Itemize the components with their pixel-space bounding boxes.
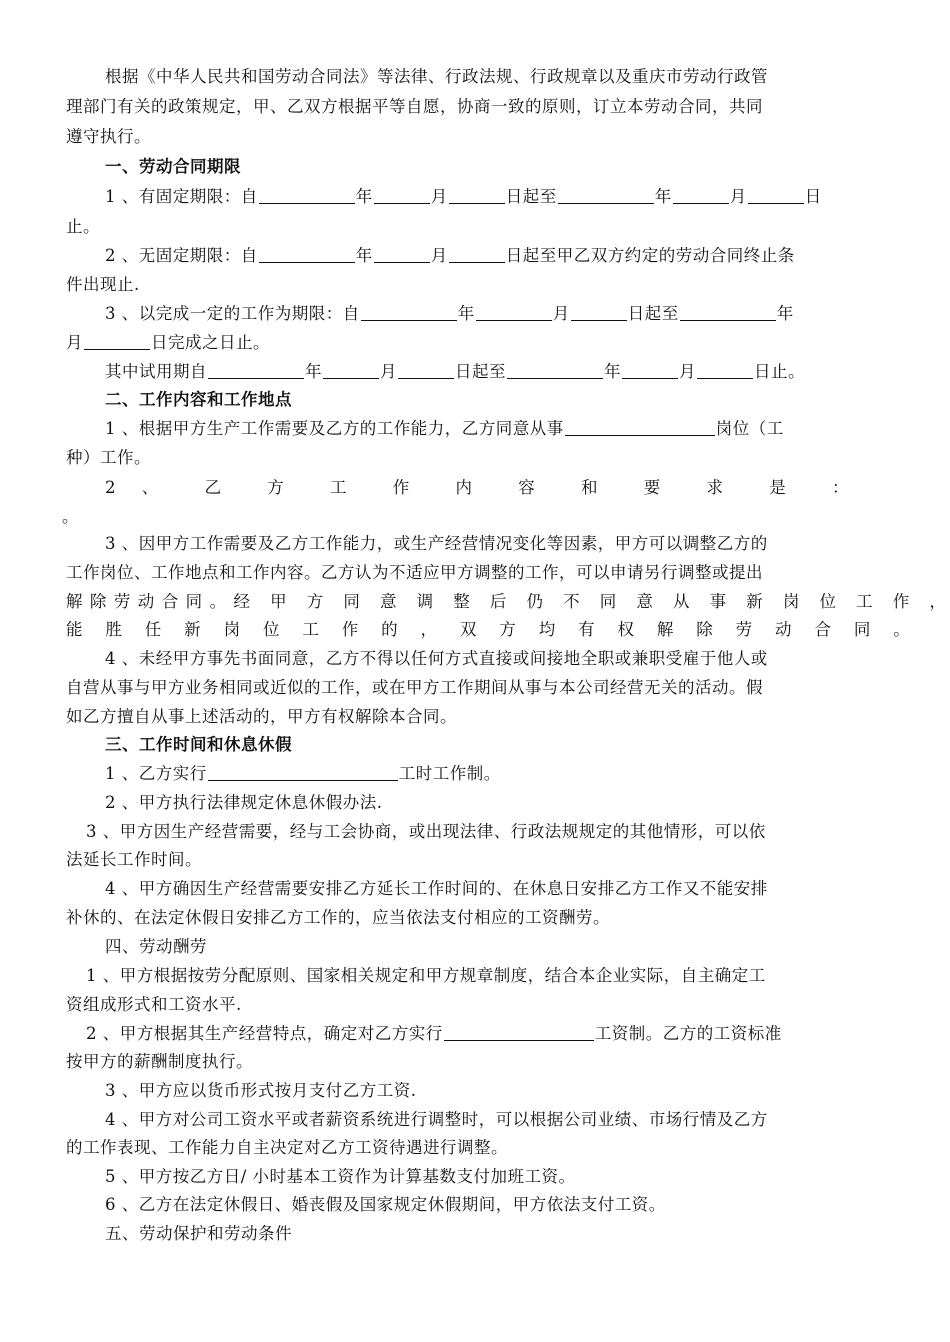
day-from-label: 日起至 [505,187,557,206]
intro-line-3: 遵守执行。 [66,127,151,146]
s3-item-3-line-1: 3 、甲方因生产经营需要，经与工会协商，或出现法律、行政法规规定的其他情形，可以依 [86,822,766,841]
blank-month [476,304,552,321]
spaced-char: 容 [518,478,556,497]
spaced-char: 权 [617,620,643,639]
s4-item-2-text: 工资制。乙方的工资标准 [594,1024,782,1043]
day-label: 日 [804,187,822,206]
spaced-char: 新 [184,620,210,639]
day-from-label: 日起至 [627,304,679,323]
blank-day [449,246,505,263]
s3-item-1 [105,763,897,785]
probation-label: 其中试用期自 [105,362,207,381]
s2-item-3-line-2: 工作岗位、工作地点和工作内容。乙方认为不适应甲方调整的工作，可以申请另行调整或提出 [66,563,763,582]
spaced-char: 作 [892,592,917,611]
spaced-char: 能 [66,620,92,639]
spaced-char: 要 [643,478,681,497]
blank-wage-system [444,1024,594,1041]
spaced-char: 作 [392,478,430,497]
spaced-char: 合 [814,620,840,639]
spaced-char: 工 [856,592,881,611]
s3-item-1-label: 1 、乙方实行 [105,764,207,783]
s1-item-2-text: 日起至甲乙双方约定的劳动合同终止条 [505,246,795,265]
s3-item-4-line-1: 4 、甲方确因生产经营需要安排乙方延长工作时间的、在休息日安排乙方工作又不能安排 [105,879,768,898]
s2-item-1-label: 1 、根据甲方生产工作需要及乙方的工作能力，乙方同意从事 [105,419,564,438]
blank-year [680,304,776,321]
s1-item-1-label: 1 、有固定期限：自 [105,187,258,206]
spaced-char: 事 [709,592,734,611]
s2-item-3-line-4 [66,619,910,641]
blank-day [84,333,150,350]
blank-year [361,304,457,321]
section-3-heading: 三、工作时间和休息休假 [105,735,292,754]
spaced-char: ， [929,592,946,611]
s3-item-3-line-2: 法延长工作时间。 [66,850,202,869]
spaced-char: 任 [144,620,171,639]
spaced-char: 2 [105,478,116,497]
spaced-char: 位 [262,620,289,639]
month-label: 月 [679,362,696,381]
day-stop-label: 日止。 [754,362,805,381]
spaced-char: 同 [853,620,880,639]
s1-item-3-label: 3 、以完成一定的工作为期限：自 [105,304,360,323]
spaced-char: 岗 [223,620,249,639]
s4-item-5: 5 、甲方按乙方日/ 小时基本工资作为计算基数支付加班工资。 [105,1167,576,1186]
blank-month [323,362,379,379]
spaced-char: ： [832,478,849,497]
month-label: 月 [729,187,747,206]
blank-year [507,362,603,379]
blank-month [673,187,729,204]
spaced-char: 。 [893,620,910,639]
blank-year [259,246,355,263]
spaced-char: 甲 [270,592,295,611]
blank-month [374,246,430,263]
spaced-char: 同 [599,592,624,611]
s1-item-3-cont [66,332,858,354]
spaced-char: 动 [775,620,801,639]
s1-item-2-label: 2 、无固定期限：自 [105,246,258,265]
blank-day [571,304,627,321]
spaced-char: 意 [380,592,404,611]
blank-day [398,362,454,379]
year-label: 年 [305,362,322,381]
spaced-char: 方 [499,620,525,639]
spaced-char: 双 [459,620,486,639]
spaced-prefix: 解除劳动合同。经 [66,592,258,611]
spaced-char: 、 [141,478,179,497]
spaced-char: 新 [746,592,771,611]
spaced-char: 后 [489,592,514,611]
spaced-char: 同 [343,592,368,611]
spaced-char: 是 [769,478,807,497]
spaced-char: 不 [563,592,588,611]
blank-year [208,362,304,379]
s3-item-4-line-2: 补休的、在法定休假日安排乙方工作的，应当依法支付相应的工资酬劳。 [66,908,610,927]
year-label: 年 [776,304,794,323]
s4-item-1-line-2: 资组成形式和工资水平. [66,995,242,1014]
day-from-label: 日起至 [455,362,506,381]
spaced-char: 方 [267,478,305,497]
section-1-heading: 一、劳动合同期限 [105,157,241,176]
s4-item-2-line-2: 按甲方的薪酬制度执行。 [66,1052,253,1071]
spaced-char: 整 [453,592,478,611]
blank-year [558,187,654,204]
s4-item-2-line-1 [86,1023,878,1045]
s4-item-3: 3 、甲方应以货币形式按月支付乙方工资. [105,1081,417,1100]
s4-item-4-line-2: 的工作表现、工作能力自主决定对乙方工资待遇进行调整。 [66,1138,508,1157]
blank-day [697,362,753,379]
spaced-char: 工 [302,620,328,639]
spaced-char: 乙 [204,478,242,497]
s4-item-2-label: 2 、甲方根据其生产经营特点，确定对乙方实行 [86,1024,443,1043]
year-label: 年 [457,304,475,323]
month-label: 月 [430,246,448,265]
spaced-char: 仍 [526,592,551,611]
s4-item-6: 6 、乙方在法定休假日、婚丧假及国家规定休假期间，甲方依法支付工资。 [105,1195,666,1214]
spaced-char: 内 [455,478,493,497]
blank-position [565,419,715,436]
month-label: 月 [380,362,397,381]
s2-item-3-line-3 [66,591,946,613]
s2-item-2-end: 。 [62,507,79,526]
s3-item-2: 2 、甲方执行法律规定休息休假办法. [105,793,383,812]
intro-line-1: 根据《中华人民共和国劳动合同法》等法律、行政法规、行政规章以及重庆市劳动行政管 [105,67,768,86]
year-label: 年 [604,362,621,381]
s2-item-1-text: 岗位（工 [715,419,784,438]
spaced-char: 解 [656,620,683,639]
s1-item-2-cont: 件出现止. [66,275,140,294]
blank-day [449,187,505,204]
blank-day [748,187,804,204]
s3-item-1-text: 工时工作制。 [398,764,501,783]
spaced-char: 岗 [782,592,807,611]
section-4-heading: 四、劳动酬劳 [105,937,207,956]
spaced-char: 的 [381,620,407,639]
month-label: 月 [430,187,448,206]
s2-item-4-line-3: 如乙方擅自从事上述活动的，甲方有权解除本合同。 [66,707,457,726]
month-label: 月 [552,304,570,323]
spaced-char: ， [420,620,446,639]
intro-line-2: 理部门有关的政策规定，甲、乙双方根据平等自愿，协商一致的原则，订立本劳动合同，共同 [66,97,763,116]
spaced-char: 工 [330,478,367,497]
spaced-char: 有 [578,620,604,639]
s2-item-2 [105,477,849,499]
s2-item-4-line-1: 4 、未经甲方事先书面同意，乙方不得以任何方式直接或间接地全职或兼职受雇于他人或 [105,649,768,668]
s1-item-3 [105,303,897,325]
spaced-char: 均 [538,620,565,639]
s2-item-1 [105,418,897,440]
spaced-char: 从 [673,592,697,611]
s1-item-3-text: 日完成之日止。 [151,333,270,352]
spaced-char: 求 [706,478,744,497]
s1-item-1-cont: 止。 [66,217,100,236]
blank-year [259,187,355,204]
year-label: 年 [355,246,373,265]
spaced-char: 位 [819,592,844,611]
s2-item-1-cont: 种）工作。 [66,448,151,467]
s4-item-4-line-1: 4 、甲方对公司工资水平或者薪资系统进行调整时，可以根据公司业绩、市场行情及乙方 [105,1110,768,1129]
s4-item-1-line-1: 1 、甲方根据按劳分配原则、国家相关规定和甲方规章制度，结合本企业实际，自主确定工 [86,966,766,985]
probation-line [105,361,897,383]
spaced-char: 调 [416,592,441,611]
spaced-char: 胜 [105,620,131,639]
blank-month [374,187,430,204]
s1-item-2 [105,245,897,267]
section-2-heading: 二、工作内容和工作地点 [105,390,292,409]
blank-work-hours [208,764,398,781]
spaced-char: 除 [696,620,722,639]
spaced-char: 方 [306,592,331,611]
spaced-char: 劳 [735,620,761,639]
spaced-char: 作 [341,620,368,639]
section-5-heading: 五、劳动保护和劳动条件 [105,1224,292,1243]
spaced-char: 意 [636,592,661,611]
s2-item-3-line-1: 3 、因甲方工作需要及乙方工作能力，或生产经营情况变化等因素，甲方可以调整乙方的 [105,534,768,553]
year-label: 年 [654,187,672,206]
year-label: 年 [355,187,373,206]
spaced-char: 和 [581,478,618,497]
month-label: 月 [66,333,83,352]
s1-item-1 [105,186,897,208]
blank-month [622,362,678,379]
s2-item-4-line-2: 自营从事与甲方业务相同或近似的工作，或在甲方工作期间从事与本公司经营无关的活动。假 [66,678,763,697]
